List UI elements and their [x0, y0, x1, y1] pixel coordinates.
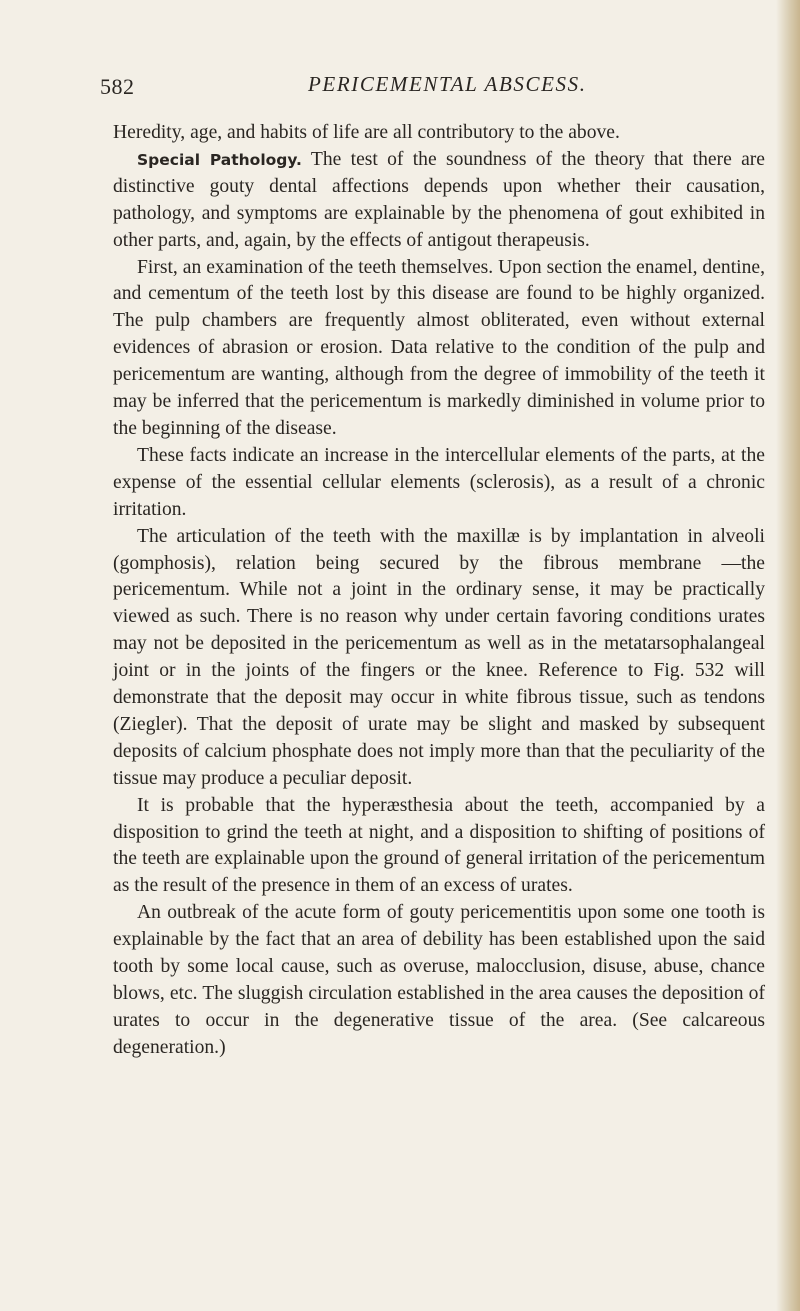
page-edge-shadow: [776, 0, 800, 1311]
paragraph-articulation: The articulation of the teeth with the maxillæ is by implantation in alveoli (gomphosis), relation being secured by the fibrous membrane —the pericementum. While not a joint in the ordinary sense, it may be practically viewed as such. There is no reason why under certain favoring conditions urates may not be deposited in the pericementum as well as in the metatarsophalangeal joint or in the joints of the fingers or the knee. Reference to Fig. 532 will demonstrate that the deposit may occur in white fibrous tissue, such as tendons (Ziegler). That the deposit of urate may be slight and masked by subsequent deposits of calcium phosphate does not imply more than that the peculiarity of the tissue may produce a peculiar deposit.: [113, 525, 765, 789]
body-text: [113, 120, 765, 1062]
paragraph-intro: Heredity, age, and habits of life are all contributory to the above.: [113, 122, 620, 143]
paragraph-special-pathology: [113, 147, 765, 255]
section-heading-special-pathology: Special Pathology.: [137, 150, 302, 169]
paragraph-hyperaesthesia: It is probable that the hyperæsthesia about the teeth, accompanied by a disposition to grind the teeth at night, and a disposition to shifting of positions of the teeth are explainable upon the ground of general irritation of the pericementum as the result of the presence in them of an excess of urates.: [113, 794, 765, 897]
paragraph-acute-outbreak: An outbreak of the acute form of gouty pericementitis upon some one tooth is explainable by the fact that an area of debility has been established upon the said tooth by some local cause, such as overuse, malocclusion, disuse, abuse, chance blows, etc. The sluggish circulation established in the area causes the deposition of urates to occur in the degenerative tissue of the area. (See calcareous degeneration.): [113, 902, 765, 1058]
paragraph-examination: First, an examination of the teeth themselves. Upon section the enamel, dentine, and cementum of the teeth lost by this disease are found to be highly organized. The pulp chambers are frequently almost obliterated, even without external evidences of abrasion or erosion. Data relative to the condition of the pulp and pericementum are wanting, although from the degree of immobility of the teeth it may be inferred that the pericementum is markedly diminished in volume prior to the beginning of the disease.: [113, 256, 765, 439]
page-number: 582: [100, 74, 135, 99]
paragraph-special-pathology-text: The test of the soundness of the theory that there are distinctive gouty dental affections depends upon whether their causation, pathology, and symptoms are explainable by the phenomena of gout exhibited in other parts, and, again, by the effects of antigout therapeusis.: [113, 148, 765, 251]
running-head: PERICEMENTAL ABSCESS.: [308, 72, 587, 96]
paragraph-sclerosis: These facts indicate an increase in the intercellular elements of the parts, at the expense of the essential cellular elements (sclerosis), as a result of a chronic irritation.: [113, 444, 765, 520]
